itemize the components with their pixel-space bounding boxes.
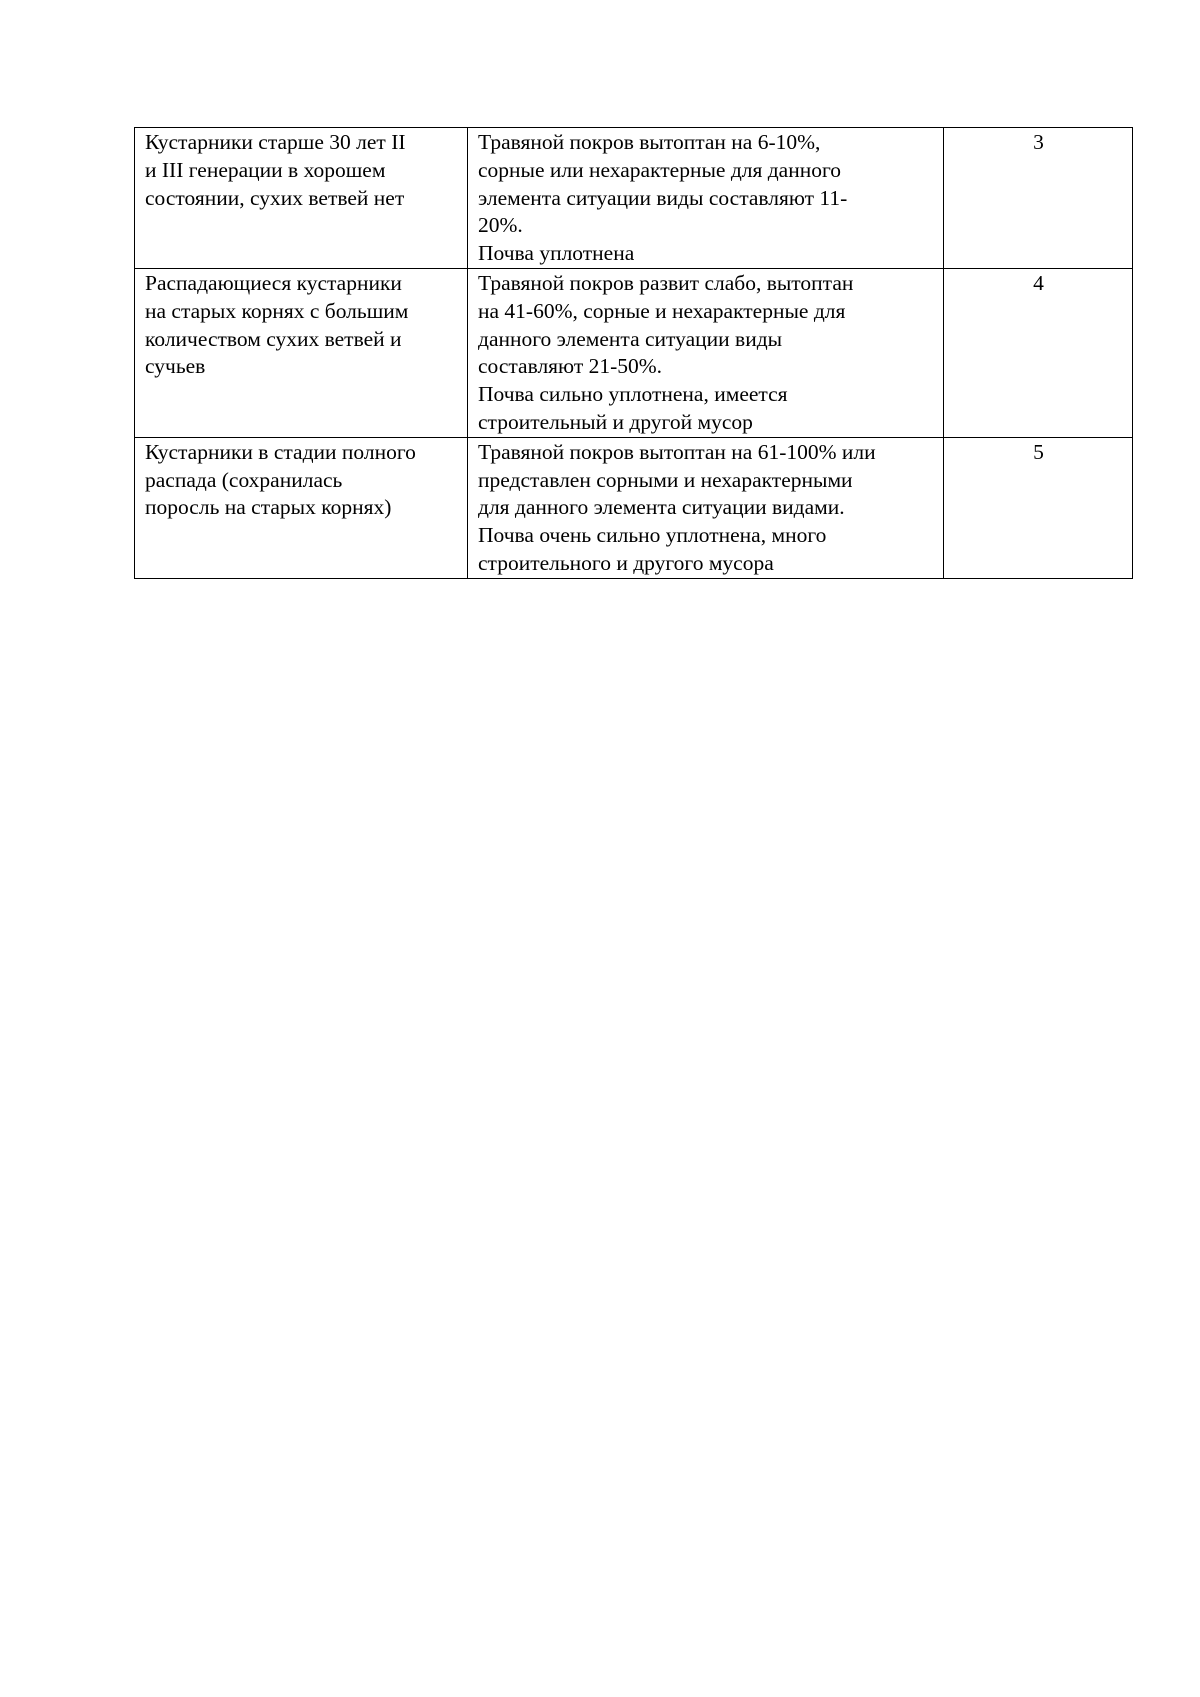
condition-line: представлен сорными и нехарактерными	[478, 467, 853, 492]
condition-line: 20%.	[478, 213, 523, 238]
description-line: распада (сохранилась	[145, 467, 343, 492]
description-line: сучьев	[145, 354, 206, 379]
score-cell	[944, 268, 1133, 437]
table-row	[135, 437, 1133, 578]
description-line: поросль на старых корнях)	[145, 495, 392, 520]
score-value: 4	[1033, 270, 1044, 295]
assessment-table	[134, 127, 1133, 579]
condition-line: строительный и другой мусор	[478, 409, 753, 434]
ground-condition-cell	[468, 437, 944, 578]
condition-line: Травяной покров вытоптан на 61-100% или	[478, 439, 876, 464]
description-line: на старых корнях с большим	[145, 298, 409, 323]
condition-line: Травяной покров вытоптан на 6-10%,	[478, 130, 821, 154]
condition-line: Почва уплотнена	[478, 241, 635, 266]
condition-line: элемента ситуации виды составляют 11-	[478, 185, 848, 210]
description-line: и III генерации в хорошем	[145, 157, 386, 182]
description-line: количеством сухих ветвей и	[145, 326, 402, 351]
description-line: состоянии, сухих ветвей нет	[145, 185, 405, 210]
condition-line: Почва очень сильно уплотнена, много	[478, 523, 827, 548]
condition-line: составляют 21-50%.	[478, 354, 663, 379]
table-row	[135, 268, 1133, 437]
description-line: Кустарники старше 30 лет II	[145, 130, 406, 154]
condition-line: строительного и другого мусора	[478, 550, 774, 575]
score-cell	[944, 437, 1133, 578]
shrub-description-cell	[135, 128, 468, 269]
table-row	[135, 128, 1133, 269]
condition-line: для данного элемента ситуации видами.	[478, 495, 845, 520]
score-value: 3	[1033, 130, 1044, 154]
shrub-description-cell	[135, 437, 468, 578]
ground-condition-cell	[468, 128, 944, 269]
condition-line: на 41-60%, сорные и нехарактерные для	[478, 298, 846, 323]
shrub-description-cell	[135, 268, 468, 437]
score-value: 5	[1033, 439, 1044, 464]
description-line: Кустарники в стадии полного	[145, 439, 416, 464]
condition-line: Травяной покров развит слабо, вытоптан	[478, 270, 854, 295]
description-line: Распадающиеся кустарники	[145, 270, 402, 295]
score-cell	[944, 128, 1133, 269]
condition-line: Почва сильно уплотнена, имеется	[478, 382, 788, 407]
ground-condition-cell	[468, 268, 944, 437]
condition-line: сорные или нехарактерные для данного	[478, 157, 842, 182]
condition-line: данного элемента ситуации виды	[478, 326, 783, 351]
